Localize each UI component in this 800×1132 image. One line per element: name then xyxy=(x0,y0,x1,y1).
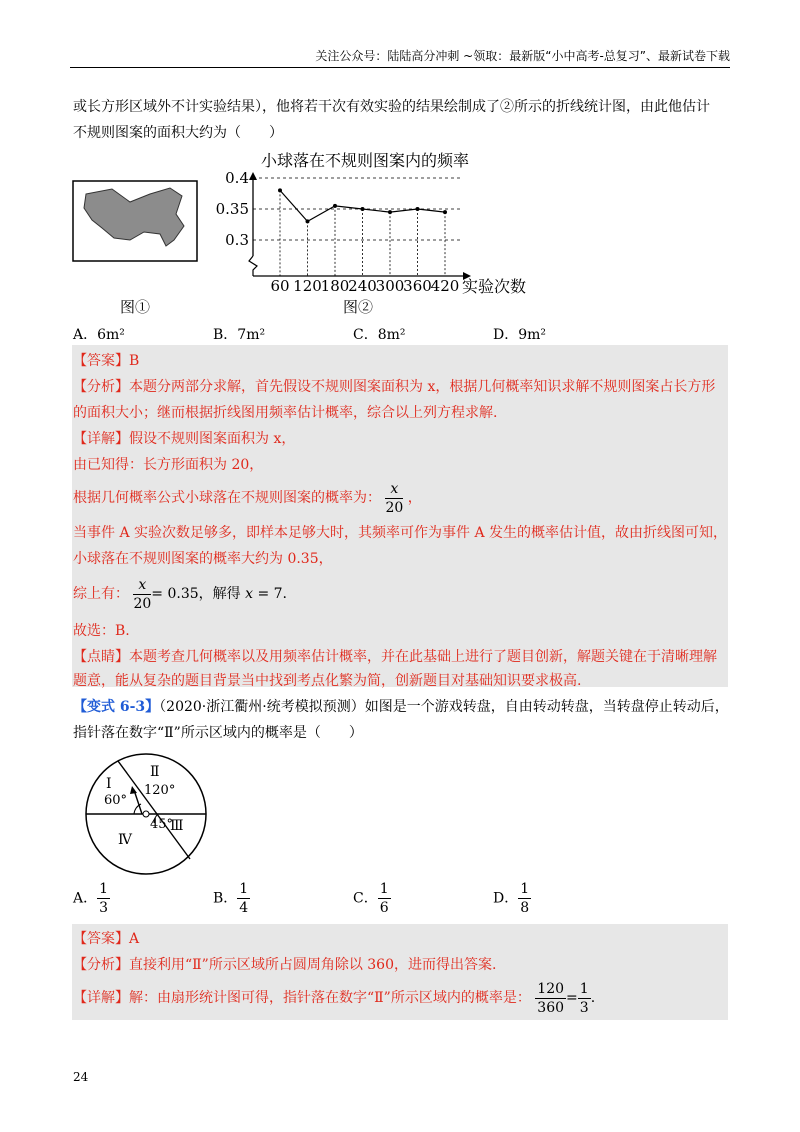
header-rule xyxy=(70,67,730,68)
answer-1-detail-5: 小球落在不规则图案的概率大约为 0.35， xyxy=(73,551,333,567)
x-tick-label-2: 180 xyxy=(320,277,350,295)
intro-line-1: 或长方形区域外不计实验结果），他将若干次有效实验的结果绘制成了②所示的折线统计图，由此他估计 xyxy=(73,99,710,115)
fraction-x-over-20: $\frac{x}{20}$ xyxy=(385,480,404,516)
angle-label-45: 45° xyxy=(150,817,174,832)
chart-x-axis-label: 实验次数 xyxy=(462,277,527,296)
page-header: 关注公众号：陆陆高分冲刺 ~领取：最新版“小中高考-总复习”、最新试卷下载 xyxy=(315,49,730,63)
answer-1-comment-2: 题意，能从复杂的题目背景当中找到考点化繁为简，创新题目对基础知识要求极高. xyxy=(73,673,582,689)
fraction-x-over-20-eq: $\frac{x}{20}$ xyxy=(133,576,152,612)
data-point-0 xyxy=(278,188,282,192)
sector-label-III: Ⅲ xyxy=(170,818,184,834)
chart-x-ticks xyxy=(270,277,459,295)
q2-option-c: C． $\frac{1}{6}$ xyxy=(353,881,389,916)
q2-line-1: 【变式 6-3】（2020·浙江衢州·统考模拟预测）如图是一个游戏转盘，自由转动转盘，当转盘停止转动后， xyxy=(73,699,729,715)
q1-option-d: D．9m² xyxy=(493,327,547,343)
chart-axes xyxy=(249,172,471,280)
data-point-4 xyxy=(388,210,392,214)
y-axis-arrow xyxy=(249,172,257,180)
answer-1-detail-4: 当事件 A 实验次数足够多，即样本足够大时，其频率可作为事件 A 发生的概率估计值，故由折线图可知， xyxy=(73,525,728,541)
figure-2-label: 图② xyxy=(343,298,374,316)
answer-1-key: 【答案】B xyxy=(73,353,140,369)
chart-y-ticks xyxy=(216,169,249,249)
intro-line-2: 不规则图案的面积大约为（ ） xyxy=(73,125,283,141)
sector-label-II: Ⅱ xyxy=(150,764,160,780)
answer-1-detail: 【详解】假设不规则图案面积为 x， xyxy=(73,431,296,447)
spinner-wheel-diagram xyxy=(66,752,226,876)
answer-1-detail-2: 由已知得：长方形面积为 20， xyxy=(73,457,264,473)
answer-1-detail-3: 根据几何概率公式小球落在不规则图案的概率为： $\frac{x}{20}$ ， xyxy=(73,480,422,516)
data-point-6 xyxy=(443,210,447,214)
q2-option-b: B． $\frac{1}{4}$ xyxy=(213,881,249,916)
figure-1-irregular-shape xyxy=(72,180,198,262)
x-tick-label-6: 420 xyxy=(430,277,460,295)
answer-2-analysis: 【分析】直接利用“Ⅱ”所示区域所占圆周角除以 360，进而得出答案. xyxy=(73,957,497,973)
angle-label-60: 60° xyxy=(104,793,128,808)
answer-1-analysis: 【分析】本题分两部分求解，首先假设不规则图案面积为 x，根据几何概率知识求解不规则图案占长方形 xyxy=(73,379,716,395)
data-point-3 xyxy=(361,207,365,211)
x-tick-label-4: 300 xyxy=(375,277,405,295)
x-tick-label-3: 240 xyxy=(348,277,377,295)
x-tick-label-0: 60 xyxy=(270,277,290,295)
y-axis-break xyxy=(249,256,257,276)
x-tick-label-1: 120 xyxy=(293,277,322,295)
data-point-5 xyxy=(416,207,420,211)
data-point-2 xyxy=(333,204,337,208)
angle-label-120: 120° xyxy=(144,783,176,798)
answer-2-detail: 【详解】解：由扇形统计图可得，指针落在数字“Ⅱ”所示区域内的概率是： $\frac{120}{360}$ = $\frac{1}{3}$ . xyxy=(73,980,596,1016)
answer-1-comment: 【点睛】本题考查几何概率以及用频率估计概率，并在此基础上进行了题目创新，解题关键在于清晰理解 xyxy=(73,649,717,665)
chart-title: 小球落在不规则图案内的频率 xyxy=(261,151,470,170)
q2-option-d: D． $\frac{1}{8}$ xyxy=(493,881,530,916)
frequency-series-line xyxy=(280,190,445,221)
sector-label-I: Ⅰ xyxy=(106,776,112,792)
q1-option-b: B．7m² xyxy=(213,327,266,343)
answer-2-key: 【答案】A xyxy=(73,931,140,947)
x-tick-label-5: 360 xyxy=(403,277,432,295)
page-number: 24 xyxy=(73,1070,89,1084)
answer-1-analysis-2: 的面积大小；继而根据折线图用频率估计概率，综合以上列方程求解. xyxy=(73,405,498,421)
data-point-1 xyxy=(306,219,310,223)
y-tick-label-1: 0.35 xyxy=(215,200,249,218)
q1-option-a: A．6m² xyxy=(73,327,125,343)
figure-1-label: 图① xyxy=(120,298,151,316)
answer-1-choice: 故选：B. xyxy=(73,623,130,639)
q2-line-2: 指针落在数字“Ⅱ”所示区域内的概率是（ ） xyxy=(73,725,363,741)
y-tick-label-0: 0.4 xyxy=(225,169,249,187)
q1-option-c: C．8m² xyxy=(353,327,406,343)
sector-label-IV: Ⅳ xyxy=(118,832,132,848)
answer-1-detail-6: 综上有： $\frac{x}{20}$ = 0.35，解得 x = 7. xyxy=(73,576,287,612)
q2-option-a: A． $\frac{1}{3}$ xyxy=(73,881,109,916)
chart-gridlines xyxy=(253,178,461,276)
y-tick-label-2: 0.3 xyxy=(225,231,249,249)
